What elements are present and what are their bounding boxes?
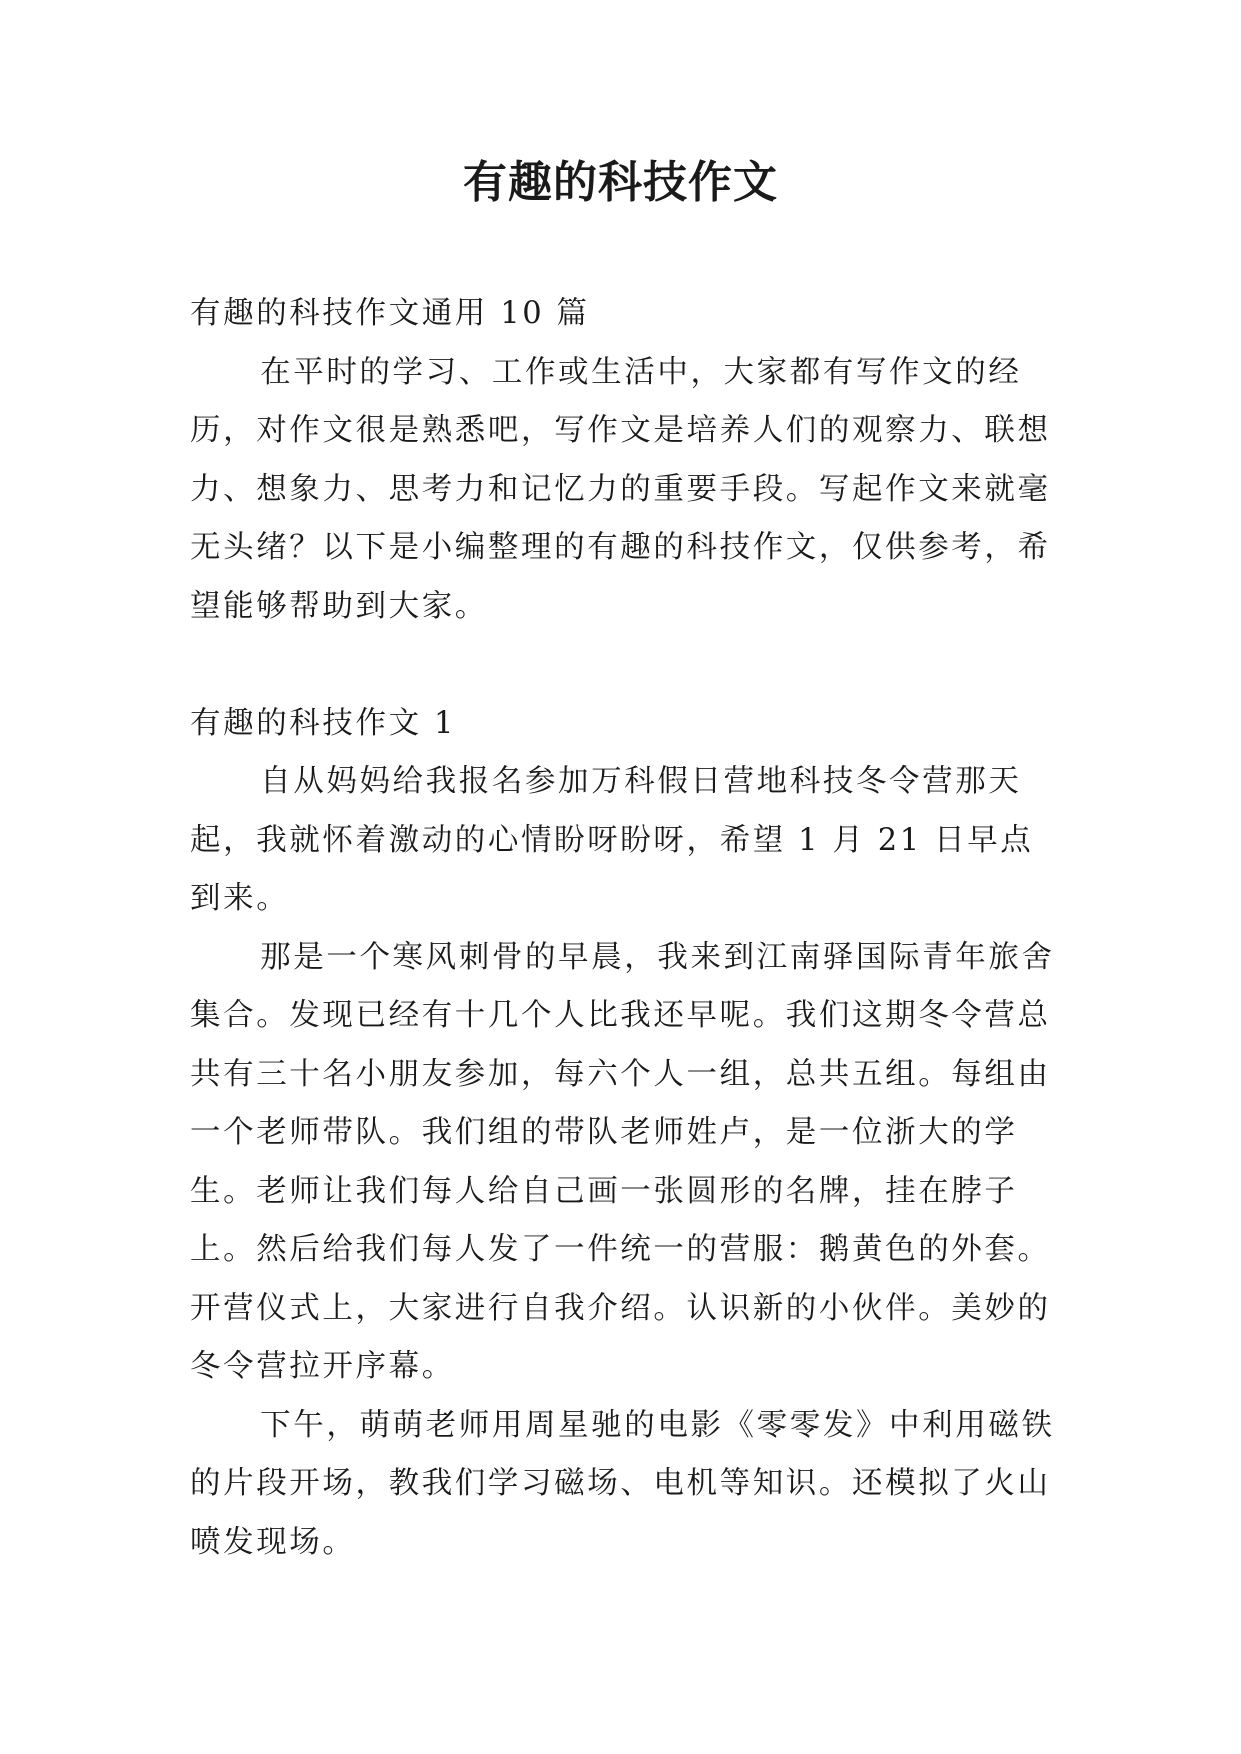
body-paragraph: 那是一个寒风刺骨的早晨，我来到江南驿国际青年旅舍集合。发现已经有十几个人比我还早呢。我们这期冬令营总共有三十名小朋友参加，每六个人一组，总共五组。每组由一个老师带队。我们组的带队老师姓卢，是一位浙大的学生。老师让我们每人给自己画一张圆形的名牌，挂在脖子上。然后给我们每人发了一件统一的营服：鹅黄色的外套。开营仪式上，大家进行自我介绍。认识新的小伙伴。美妙的冬令营拉开序幕。 xyxy=(190,939,1055,1384)
section-heading: 有趣的科技作文 1 xyxy=(190,705,456,741)
body-paragraph: 自从妈妈给我报名参加万科假日营地科技冬令营那天起，我就怀着激动的心情盼呀盼呀，希望 1 月 21 日早点到来。 xyxy=(190,764,1034,916)
intro-paragraph: 在平时的学习、工作或生活中，大家都有写作文的经历，对作文很是熟悉吧，写作文是培养人们的观察力、联想力、想象力、思考力和记忆力的重要手段。写起作文来就毫无头绪？以下是小编整理的有趣的科技作文，仅供参考，希望能够帮助到大家。 xyxy=(190,354,1051,624)
document-body xyxy=(190,285,1066,1572)
body-paragraph: 下午，萌萌老师用周星驰的电影《零零发》中利用磁铁的片段开场，教我们学习磁场、电机等知识。还模拟了火山喷发现场。 xyxy=(190,1407,1055,1560)
document-subtitle: 有趣的科技作文通用 10 篇 xyxy=(190,296,590,331)
document-title: 有趣的科技作文 xyxy=(463,157,778,208)
section-spacer xyxy=(190,636,1066,695)
